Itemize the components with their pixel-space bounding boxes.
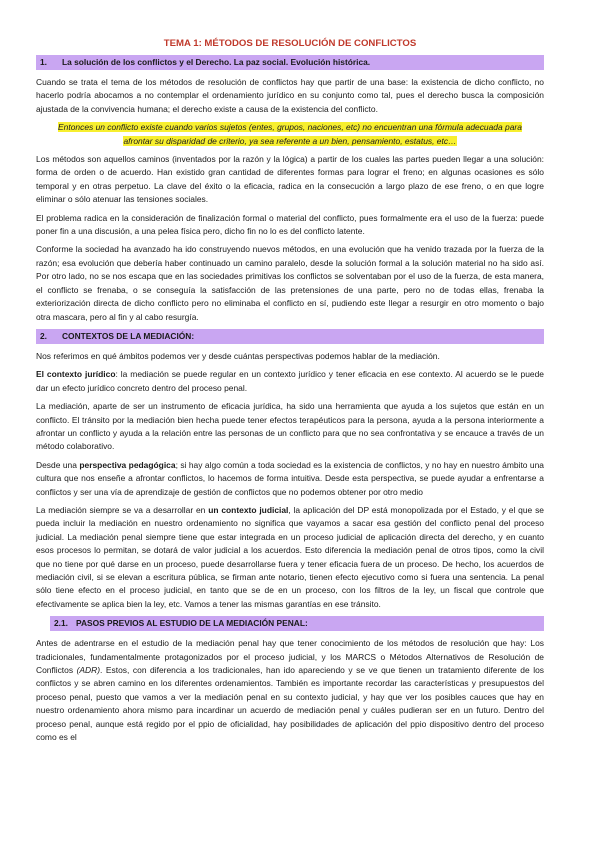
paragraph-text: ; si hay algo común a toda sociedad es la existencia de conflictos, y no hay en nuestro ámbito una cultura que nos enseñe a afrontar conflictos, lo hacemos de forma intuitiva. Desde esta perspectiva, se puede ayudar a enfrentarse a conflictos y ser una vía de aprendizaje de gestión de conflictos que no podemos obtener por otro medio (36, 459, 544, 497)
paragraph-text: , la aplicación del DP está monopolizada por el Estado, y el que se pueda incluir la mediación en nuestro ordenamiento no significa que vayamos a sacar esa gestión del conflicto penal del proceso judicial. La mediación penal siempre tiene que estar integrada en un proceso judicial de aplicación directa del derecho, y en cuanto esos procesos lo permitan, se dotará de valor judicial a los acuerdos. Esto diferencia la mediación penal de otros tipos, como la civil que no tiene por qué darse en un proceso, puede desarrollarse fuera y tener eficacia fuera de un proceso. De hecho, los acuerdos de mediación civil, si se elevan a escritura pública, se firman ante notario, tienen efecto ejecutivo como si fuera una sentencia. La penal sólo tiene efecto en el proceso judicial, en tanto que se de en un proceso, con los filtros de la ley, un fiscal que controle que efectivamente se aplica bien la ley, etc. Vamos a tener las mismas garantías en ese tránsito. (36, 504, 544, 609)
paragraph-text: . Estos, con diferencia a los tradicionales, han ido apareciendo y se ve que tienen un tratamiento diferente de los conflictos y se abren camino en los diferentes ordenamientos. También es importante recordar las características y presupuestos del proceso penal, puesto que vamos a ver la mediación penal en su contexto judicial, y hay que ver los posibles cauces que hay en nuestro ordenamiento ahora mismo para incardinar un acuerdo de mediación penal y cuáles pudieran ser en un futuro. Dentro del proceso penal, aunque está regido por el ppio de oficialidad, hay posibilidades de aplicación del ppio dispositivo dentro del proceso como es el (36, 665, 545, 743)
section-number: 2.1. (54, 618, 68, 629)
paragraph-text: Desde una (36, 459, 80, 470)
paragraph: Cuando se trata el tema de los métodos de resolución de conflictos hay que partir de una base: la existencia de dicho conflicto, no hacerlo podría abocamos a no contemplar el ordenamiento jurídico en su conjunto como tal, pues el derecho busca la composición ajustada de la convivencia humana; el derecho existe a causa de la existencia del conflicto. (36, 77, 544, 114)
paragraph (36, 637, 544, 744)
italic-term: (ADR) (76, 665, 101, 676)
paragraph: La mediación, aparte de ser un instrumento de eficacia jurídica, ha sido una herramienta que ayuda a los sujetos que están en un conflicto. El tránsito por la mediación bien hecha puede tener efectos terapéuticos para la persona, ayuda a la persona interiormente a afrontar un conflicto y ayuda a la relación entre las personas de un conflicto para que no sea confrontativa y se encauce a través de un método colaborativo. (36, 401, 544, 452)
section-heading-2-1 (50, 616, 544, 631)
bold-term: un contexto judicial (208, 504, 289, 515)
paragraph (36, 459, 544, 499)
bold-term: El contexto jurídico (36, 369, 116, 380)
section-heading-1 (36, 55, 544, 70)
paragraph-text: La mediación siempre se va a desarrollar en (36, 504, 209, 515)
section-label: PASOS PREVIOS AL ESTUDIO DE LA MEDIACIÓN PENAL: (76, 618, 308, 629)
bold-term: perspectiva pedagógica (79, 459, 176, 470)
paragraph: El problema radica en la consideración de finalización formal o material del conflicto, pues formalmente era el uso de la fuerza: puede poner fin a una discusión, a una pelea física pero, dicho fin no lo es del conflicto latente. (36, 212, 544, 237)
highlighted-text: Entonces un conflicto existe cuando varios sujetos (entes, grupos, naciones, etc) no encuentran una fórmula adecuada para afrontar su disparidad de criterio, ya sea referente a un bien, pensamiento, estatus, etc… (58, 122, 522, 146)
paragraph-text: : la mediación se puede regular en un contexto jurídico y tener eficacia en ese contexto. Al acuerdo se le puede dar un efecto jurídico concreto dentro del proceso penal. (36, 369, 545, 393)
paragraph: Conforme la sociedad ha avanzado ha ido construyendo nuevos métodos, en una evolución que ha venido trazada por la fuerza de la razón; esa evolución que debería haber continuado un camino paralelo, desde la solución formal a la solución material no ha sido así. Por otro lado, no se nos escapa que en las sociedades primitivas los conflictos se solventaban por el uso de la fuerza, de esta manera, el conflicto se frenaba, o se conseguía la satisfacción de las pretensiones de una parte, pero no de todas ellas, frenaba la exteriorización directa de dicho conflicto pero no eliminaba el conflicto en sí, pudiendo este llegar a resurgir en otro momento o bajo otra mascara, pero al fin y al cabo resurgía. (36, 244, 544, 322)
paragraph: Los métodos son aquellos caminos (inventados por la razón y la lógica) a partir de los cuales las partes pueden llegar a una solución: forma de orden o de acuerdo. Han existido gran cantidad de diferentes formas para lograr el freno; en algunas ocasiones es sólo temporal y en otras perpetuo. La clave del éxito o la eficacia, radica en la consecución a largo plazo de ese freno, o en que logre eliminar o sólo atenuar las tensiones sociales. (36, 154, 544, 205)
paragraph (36, 368, 544, 395)
section-label: La solución de los conflictos y el Derecho. La paz social. Evolución histórica. (62, 57, 371, 67)
section-label: CONTEXTOS DE LA MEDIACIÓN: (62, 330, 195, 341)
paragraph-text: Antes de adentrarse en el estudio de la mediación penal hay que tener conocimiento de los métodos de resolución que hay: Los tradicionales, fundamentalmente protagonizados por el proceso judicial, y los MARCS o Métodos Alternativos de Resolución de Conflictos (36, 638, 544, 676)
highlighted-quote (44, 121, 536, 148)
section-number: 2. (40, 330, 47, 341)
document-title: TEMA 1: MÉTODOS DE RESOLUCIÓN DE CONFLICTOS (163, 38, 417, 49)
paragraph (36, 504, 544, 611)
section-number: 1. (40, 57, 47, 67)
paragraph: Nos referimos en qué ámbitos podemos ver y desde cuántas perspectivas podemos hablar de la mediación. (36, 350, 440, 361)
section-heading-2 (36, 329, 544, 344)
